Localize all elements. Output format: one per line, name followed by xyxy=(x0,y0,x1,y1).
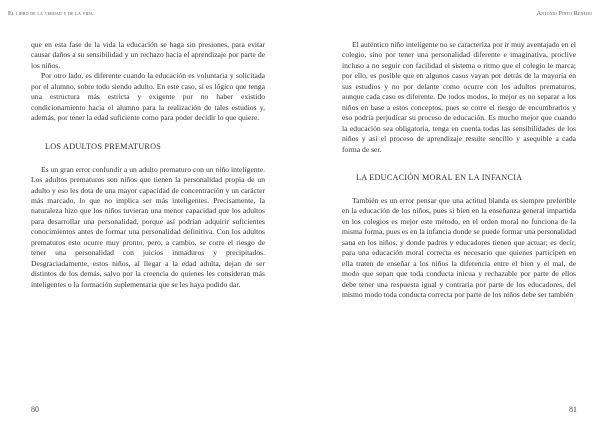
paragraph: que en esta fase de la vida la educación se haga sin presiones, para evitar causar daños a su sensibilidad y un rechazo hacia el aprendizaje por parte de los niños. xyxy=(31,40,265,70)
right-page xyxy=(300,0,600,433)
left-text-column xyxy=(31,40,265,290)
page-number-right: 81 xyxy=(569,405,577,414)
section-heading: LOS ADULTOS PREMATUROS xyxy=(45,141,162,151)
running-head-right: Antonio Pinto Renedo xyxy=(536,10,592,17)
running-head-left: El libro de la verdad y de la vida xyxy=(8,10,93,17)
page-number-left: 80 xyxy=(31,405,39,414)
paragraph: Por otro lado, es diferente cuando la educación es voluntaria y solicitada por el alumno, sobre todo siendo adulto. En este caso, sí es lógico que tenga una estructura más estricta y exigente por no haber existido condicionamiento hacia el alumno para la realización de tales estudios y, además, por tener la edad suficiente como para poder decidir lo que quiere. xyxy=(31,71,265,123)
right-text-column xyxy=(342,40,576,301)
paragraph: El auténtico niño inteligente no se caracteriza por ir muy aventajado en el colegio, sino por tener una personalidad diferente e imaginativa, proclive incluso a no seguir con facilidad el sistema o ritmo que el colegio le marca; por ello, es posible que en algunos casos vayan por detrás de la mayoría en sus estudios y no por delante como ocurre con los adultos prematuros, aunque cada caso es diferente. De todos modos, lo mejor es no separar a los niños en base a estos conceptos, pues se corre el riesgo de encumbrarlos y eso podría perjudicar su proceso de educación. Es mucho mejor que cuando la educación sea obligatoria, tenga en cuenta todas las sensibilidades de los niños y así el proceso de aprendizaje resulte sencillo y asequible a cada forma de ser. xyxy=(342,40,576,154)
section-heading: LA EDUCACIÓN MORAL EN LA INFANCIA xyxy=(356,172,523,182)
paragraph: También es un error pensar que una actitud blanda es siempre preferible en la educación de los niños, pues si bien en la enseñanza general impartida en los colegios es mejor este método, en el orden moral no funciona de la misma forma, pues es en la infancia donde se puede formar una personalidad sana en los niños, y donde padres y educadores tienen que actuar; es decir, para una educación moral correcta es necesario que quienes participen en ella traten de enseñar a los niños la diferencia entre el bien y el mal, de modo que sepan que toda conducta inicua y rechazable por parte de ellos debe tener una respuesta igual y contraria por parte de los educadores, del mismo modo toda conducta correcta por parte de los niños debe ser también xyxy=(342,195,576,300)
paragraph: Es un gran error confundir a un adulto prematuro con un niño inteligente. Los adultos prematuros son niños que tienen la personalidad propia de un adulto y eso les dota de una mayor capacidad de concentración y un carácter más marcado, lo que no implica ser más inteligentes. Precisamente, la naturaleza hizo que los niños tuvieran una menor capacidad que los adultos para desarrollar una personalidad, porque así podrían adquirir suficientes conocimientos antes de formar una personalidad definitiva. Con los adultos prematuros esto ocurre muy pronto, pero, a cambio, se corre el riesgo de tener una personalidad con juicios inmaduros y precipitados. Desgraciadamente, estos niños, al llegar a la edad adulta, dejan de ser distintos de los demás, salvo por la creencia de quienes les consideran más inteligentes o la formación suplementaria que se les haya podido dar. xyxy=(31,164,265,289)
